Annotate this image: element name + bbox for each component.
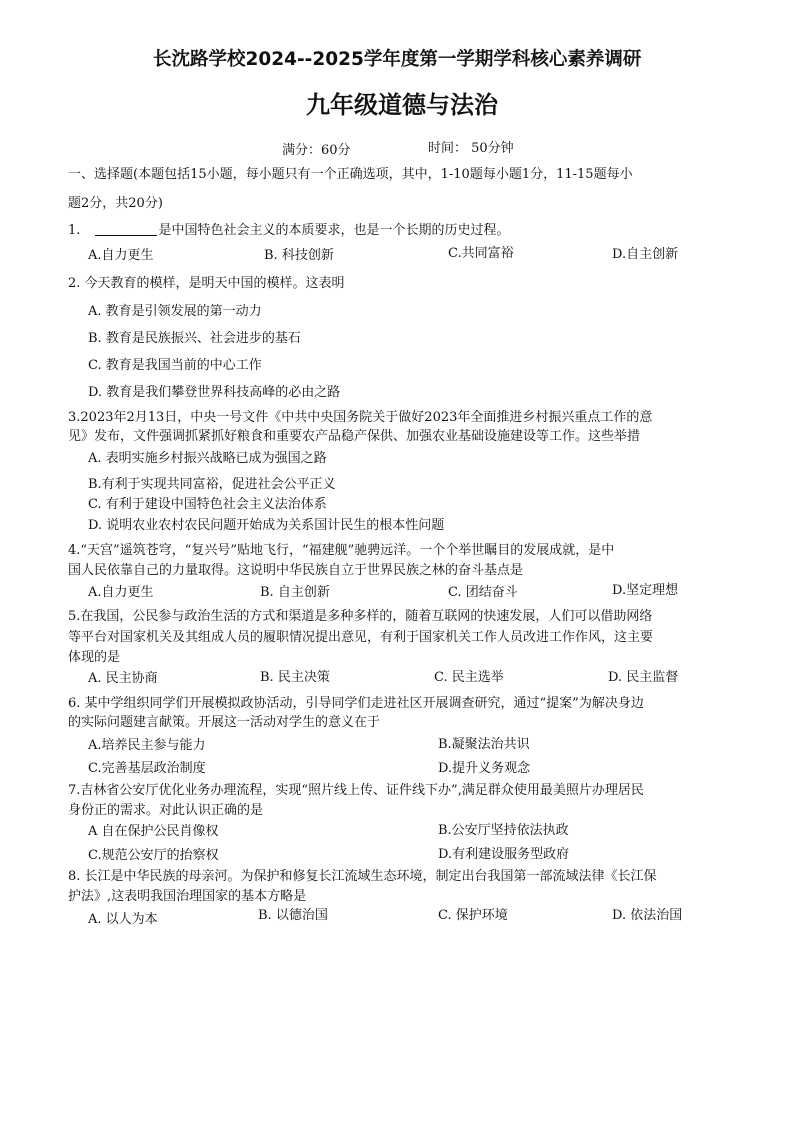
fill-in-blank (95, 222, 157, 236)
question-1-option-d: D.自主创新 (612, 247, 679, 262)
question-7-option-a: A 自在保护公民肖像权 (88, 824, 219, 839)
question-2-option-b: B. 教育是民族振兴、社会进步的基石 (88, 331, 301, 346)
question-8-stem-line1: 8. 长江是中华民族的母亲河。为保护和修复长江流域生态环境，制定出台我国第一部流域法律《长江保 (68, 869, 657, 884)
question-8-option-b: B. 以德治国 (258, 908, 328, 923)
question-5-option-a: A. 民主协商 (88, 671, 158, 686)
question-8-stem-line2: 护法》,这表明我国治理国家的基本方略是 (68, 889, 307, 904)
question-5-option-b: B. 民主决策 (260, 670, 330, 685)
question-5-option-d: D. 民主监督 (608, 670, 679, 685)
question-4-stem-line1: 4.“天宫”遥筑苍穹，“复兴号”贴地飞行，“福建舰”驰骋远洋。一个个举世瞩目的发展成就，是中 (68, 543, 615, 558)
question-4-option-d: D.坚定理想 (612, 583, 679, 598)
question-1-option-b: B. 科技创新 (264, 248, 334, 263)
question-2-option-d: D. 教育是我们攀登世界科技高峰的必由之路 (88, 385, 341, 400)
question-7-option-c: C.规范公安厅的抬察权 (88, 848, 219, 863)
question-6-stem-line2: 的实际问题建言献策。开展这一活动对学生的意义在于 (68, 715, 381, 730)
question-3-stem-line1: 3.2023年2月13日，中央一号文件《中共中央国务院关于做好2023年全面推进乡村振兴重点工作的意 (68, 410, 653, 425)
question-4-option-a: A.自力更生 (88, 585, 154, 600)
question-3-option-a: A. 表明实施乡村振兴战略已成为强国之路 (88, 451, 327, 466)
question-6-option-c: C.完善基层政治制度 (88, 761, 206, 776)
question-7-stem-line2: 身份正的需求。对此认识正确的是 (68, 803, 264, 818)
section-instructions-line1: 一、选择题(本题包括15小题，每小题只有一个正确选项，其中，1-10题每小题1分，11-15题每小 (68, 167, 633, 182)
question-6-option-b: B.凝聚法治共识 (438, 737, 530, 752)
school-title: 长沈路学校2024--2025学年度第一学期学科核心素养调研 (153, 49, 642, 70)
question-1-option-c: C.共同富裕 (448, 246, 514, 261)
question-8-option-c: C. 保护环境 (438, 908, 508, 923)
section-instructions-line2: 题2分，共20分) (68, 196, 163, 211)
question-4-stem-line2: 国人民依靠自己的力量取得。这说明中华民族自立于世界民族之林的奋斗基点是 (68, 563, 524, 578)
question-7-stem-line1: 7.吉林省公安厅优化业务办理流程，实现“照片线上传、证件线下办”,满足群众使用最美照片办理居民 (68, 783, 644, 798)
question-5-stem-line1: 5.在我国，公民参与政治生活的方式和渠道是多种多样的，随着互联网的快速发展，人们可以借助网络 (68, 609, 653, 624)
question-6-option-a: A.培养民主参与能力 (88, 738, 206, 753)
question-6-option-d: D.提升义务观念 (438, 761, 531, 776)
question-2-option-a: A. 教育是引领发展的第一动力 (88, 304, 262, 319)
question-5-stem-line3: 体现的是 (68, 650, 121, 665)
question-2-option-c: C. 教育是我国当前的中心工作 (88, 358, 262, 373)
exam-time: 时间： 50分钟 (428, 141, 514, 156)
question-1-text: 是中国特色社会主义的本质要求，也是一个长期的历史过程。 (158, 223, 510, 238)
question-7-option-b: B.公安厅坚持依法执政 (438, 823, 569, 838)
question-2-stem: 2. 今天教育的模样，是明天中国的模样。这表明 (68, 276, 345, 291)
question-8-option-d: D. 依法治国 (612, 908, 683, 923)
full-score: 满分：60分 (282, 143, 351, 158)
subject-title: 九年级道德与法治 (306, 91, 498, 119)
question-3-option-d: D. 说明农业农村农民问题开始成为关系国计民生的根本性问题 (88, 518, 445, 533)
question-4-option-b: B. 自主创新 (260, 585, 330, 600)
question-3-option-c: C. 有利于建设中国特色社会主义法治体系 (88, 497, 327, 512)
question-5-stem-line2: 等平台对国家机关及其组成人员的履职情况提出意见，有利于国家机关工作人员改进工作作风，这主要 (68, 630, 654, 645)
question-1-option-a: A.自力更生 (88, 248, 154, 263)
question-1-stem (68, 222, 510, 240)
question-3-stem-line2: 见》发布，文件强调抓紧抓好粮食和重要农产品稳产保供、加强农业基础设施建设等工作。这些举措 (68, 429, 641, 444)
question-5-option-c: C. 民主选举 (434, 670, 504, 685)
question-7-option-d: D.有利建设服务型政府 (438, 847, 570, 862)
question-1-number: 1. (68, 223, 81, 238)
question-8-option-a: A. 以人为本 (88, 912, 158, 927)
question-4-option-c: C. 团结奋斗 (448, 585, 518, 600)
question-3-option-b: B.有利于实现共同富裕，促进社会公平正义 (88, 477, 336, 492)
question-6-stem-line1: 6. 某中学组织同学们开展模拟政协活动，引导同学们走进社区开展调查研究，通过“提案”为解决身边 (68, 696, 644, 711)
